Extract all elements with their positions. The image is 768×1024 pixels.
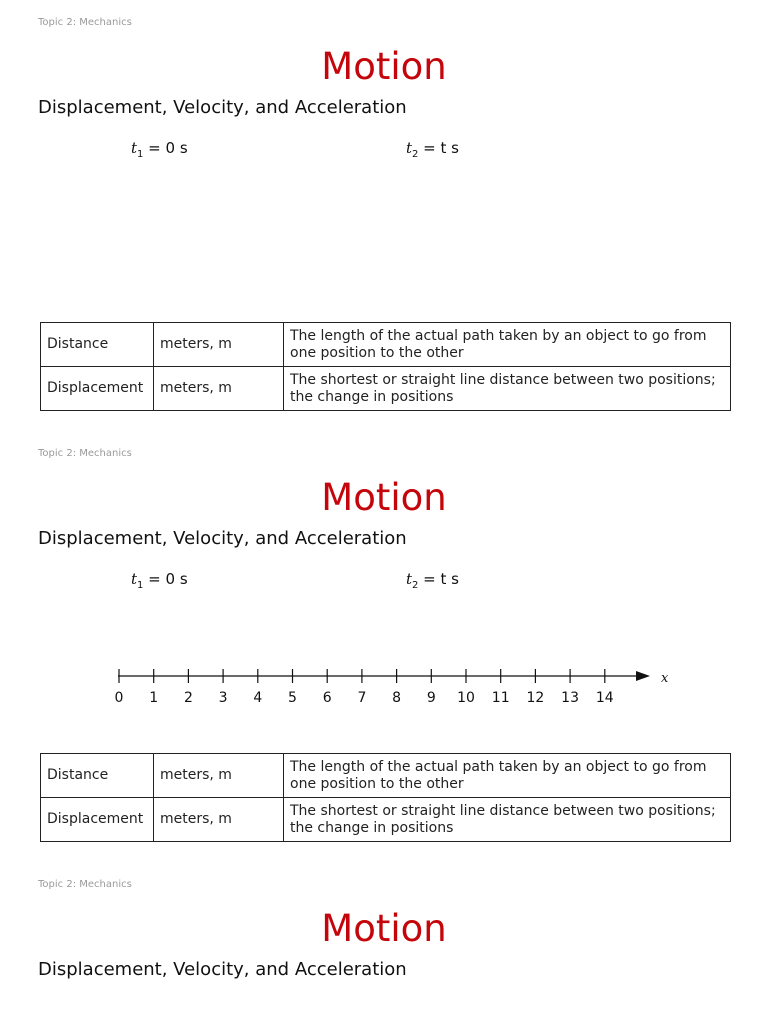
time-symbol: t — [131, 570, 138, 588]
tick-label: 14 — [595, 690, 614, 706]
tick-label: 9 — [426, 690, 436, 706]
description-cell: The length of the actual path taken by an object to go from one position to the other — [284, 754, 731, 798]
slide-1 — [0, 0, 768, 431]
tick-label: 0 — [114, 690, 124, 706]
time-symbol: t — [131, 139, 138, 157]
table-row — [41, 798, 731, 842]
tick-label: 11 — [491, 690, 510, 706]
tick-label: 3 — [218, 690, 228, 706]
tick-label: 4 — [253, 690, 263, 706]
topic-label: Topic 2: Mechanics — [38, 879, 132, 890]
unit-cell: meters, m — [154, 754, 284, 798]
time-symbol: t — [406, 570, 413, 588]
slide-title: Motion — [321, 476, 447, 519]
tick-label: 1 — [149, 690, 159, 706]
tick-label: 10 — [457, 690, 475, 706]
slide-title: Motion — [321, 45, 447, 88]
table-row — [41, 367, 731, 411]
slide-title: Motion — [321, 907, 447, 950]
tick-label: 2 — [183, 690, 193, 706]
definitions-table — [40, 322, 731, 411]
time-subscript: 2 — [412, 149, 419, 160]
time-subscript: 1 — [137, 580, 144, 591]
quantity-cell: Distance — [41, 754, 154, 798]
axis-label-x: x — [661, 671, 669, 686]
tick-label: 12 — [526, 690, 545, 706]
unit-cell: meters, m — [154, 323, 284, 367]
time-symbol: t — [406, 139, 413, 157]
table-row — [41, 754, 731, 798]
description-cell: The shortest or straight line distance between two positions; the change in positions — [284, 367, 731, 411]
slide-subtitle: Displacement, Velocity, and Acceleration — [38, 528, 407, 549]
time-subscript: 1 — [137, 149, 144, 160]
quantity-cell: Displacement — [41, 367, 154, 411]
time-subscript: 2 — [412, 580, 419, 591]
time-value: = 0 s — [143, 139, 188, 157]
quantity-cell: Distance — [41, 323, 154, 367]
table-row — [41, 323, 731, 367]
time-value: = t s — [418, 139, 459, 157]
unit-cell: meters, m — [154, 367, 284, 411]
tick-label: 13 — [561, 690, 580, 706]
time-value: = 0 s — [143, 570, 188, 588]
time-initial-label — [131, 138, 188, 165]
tick-label: 6 — [322, 690, 332, 706]
arrow-head-icon — [636, 671, 650, 681]
quantity-cell: Displacement — [41, 798, 154, 842]
tick-label: 8 — [392, 690, 402, 706]
time-final-label — [406, 138, 459, 165]
description-cell: The shortest or straight line distance between two positions; the change in positions — [284, 798, 731, 842]
time-value: = t s — [418, 570, 459, 588]
tick-label: 7 — [357, 690, 367, 706]
slide-2 — [0, 431, 768, 862]
slide-subtitle: Displacement, Velocity, and Acceleration — [38, 97, 407, 118]
tick-label: 5 — [288, 690, 297, 706]
description-cell: The length of the actual path taken by an object to go from one position to the other — [284, 323, 731, 367]
topic-label: Topic 2: Mechanics — [38, 448, 132, 459]
topic-label: Topic 2: Mechanics — [38, 17, 132, 28]
definitions-table — [40, 753, 731, 842]
unit-cell: meters, m — [154, 798, 284, 842]
slide-3 — [0, 862, 768, 1024]
slide-subtitle: Displacement, Velocity, and Acceleration — [38, 959, 407, 980]
